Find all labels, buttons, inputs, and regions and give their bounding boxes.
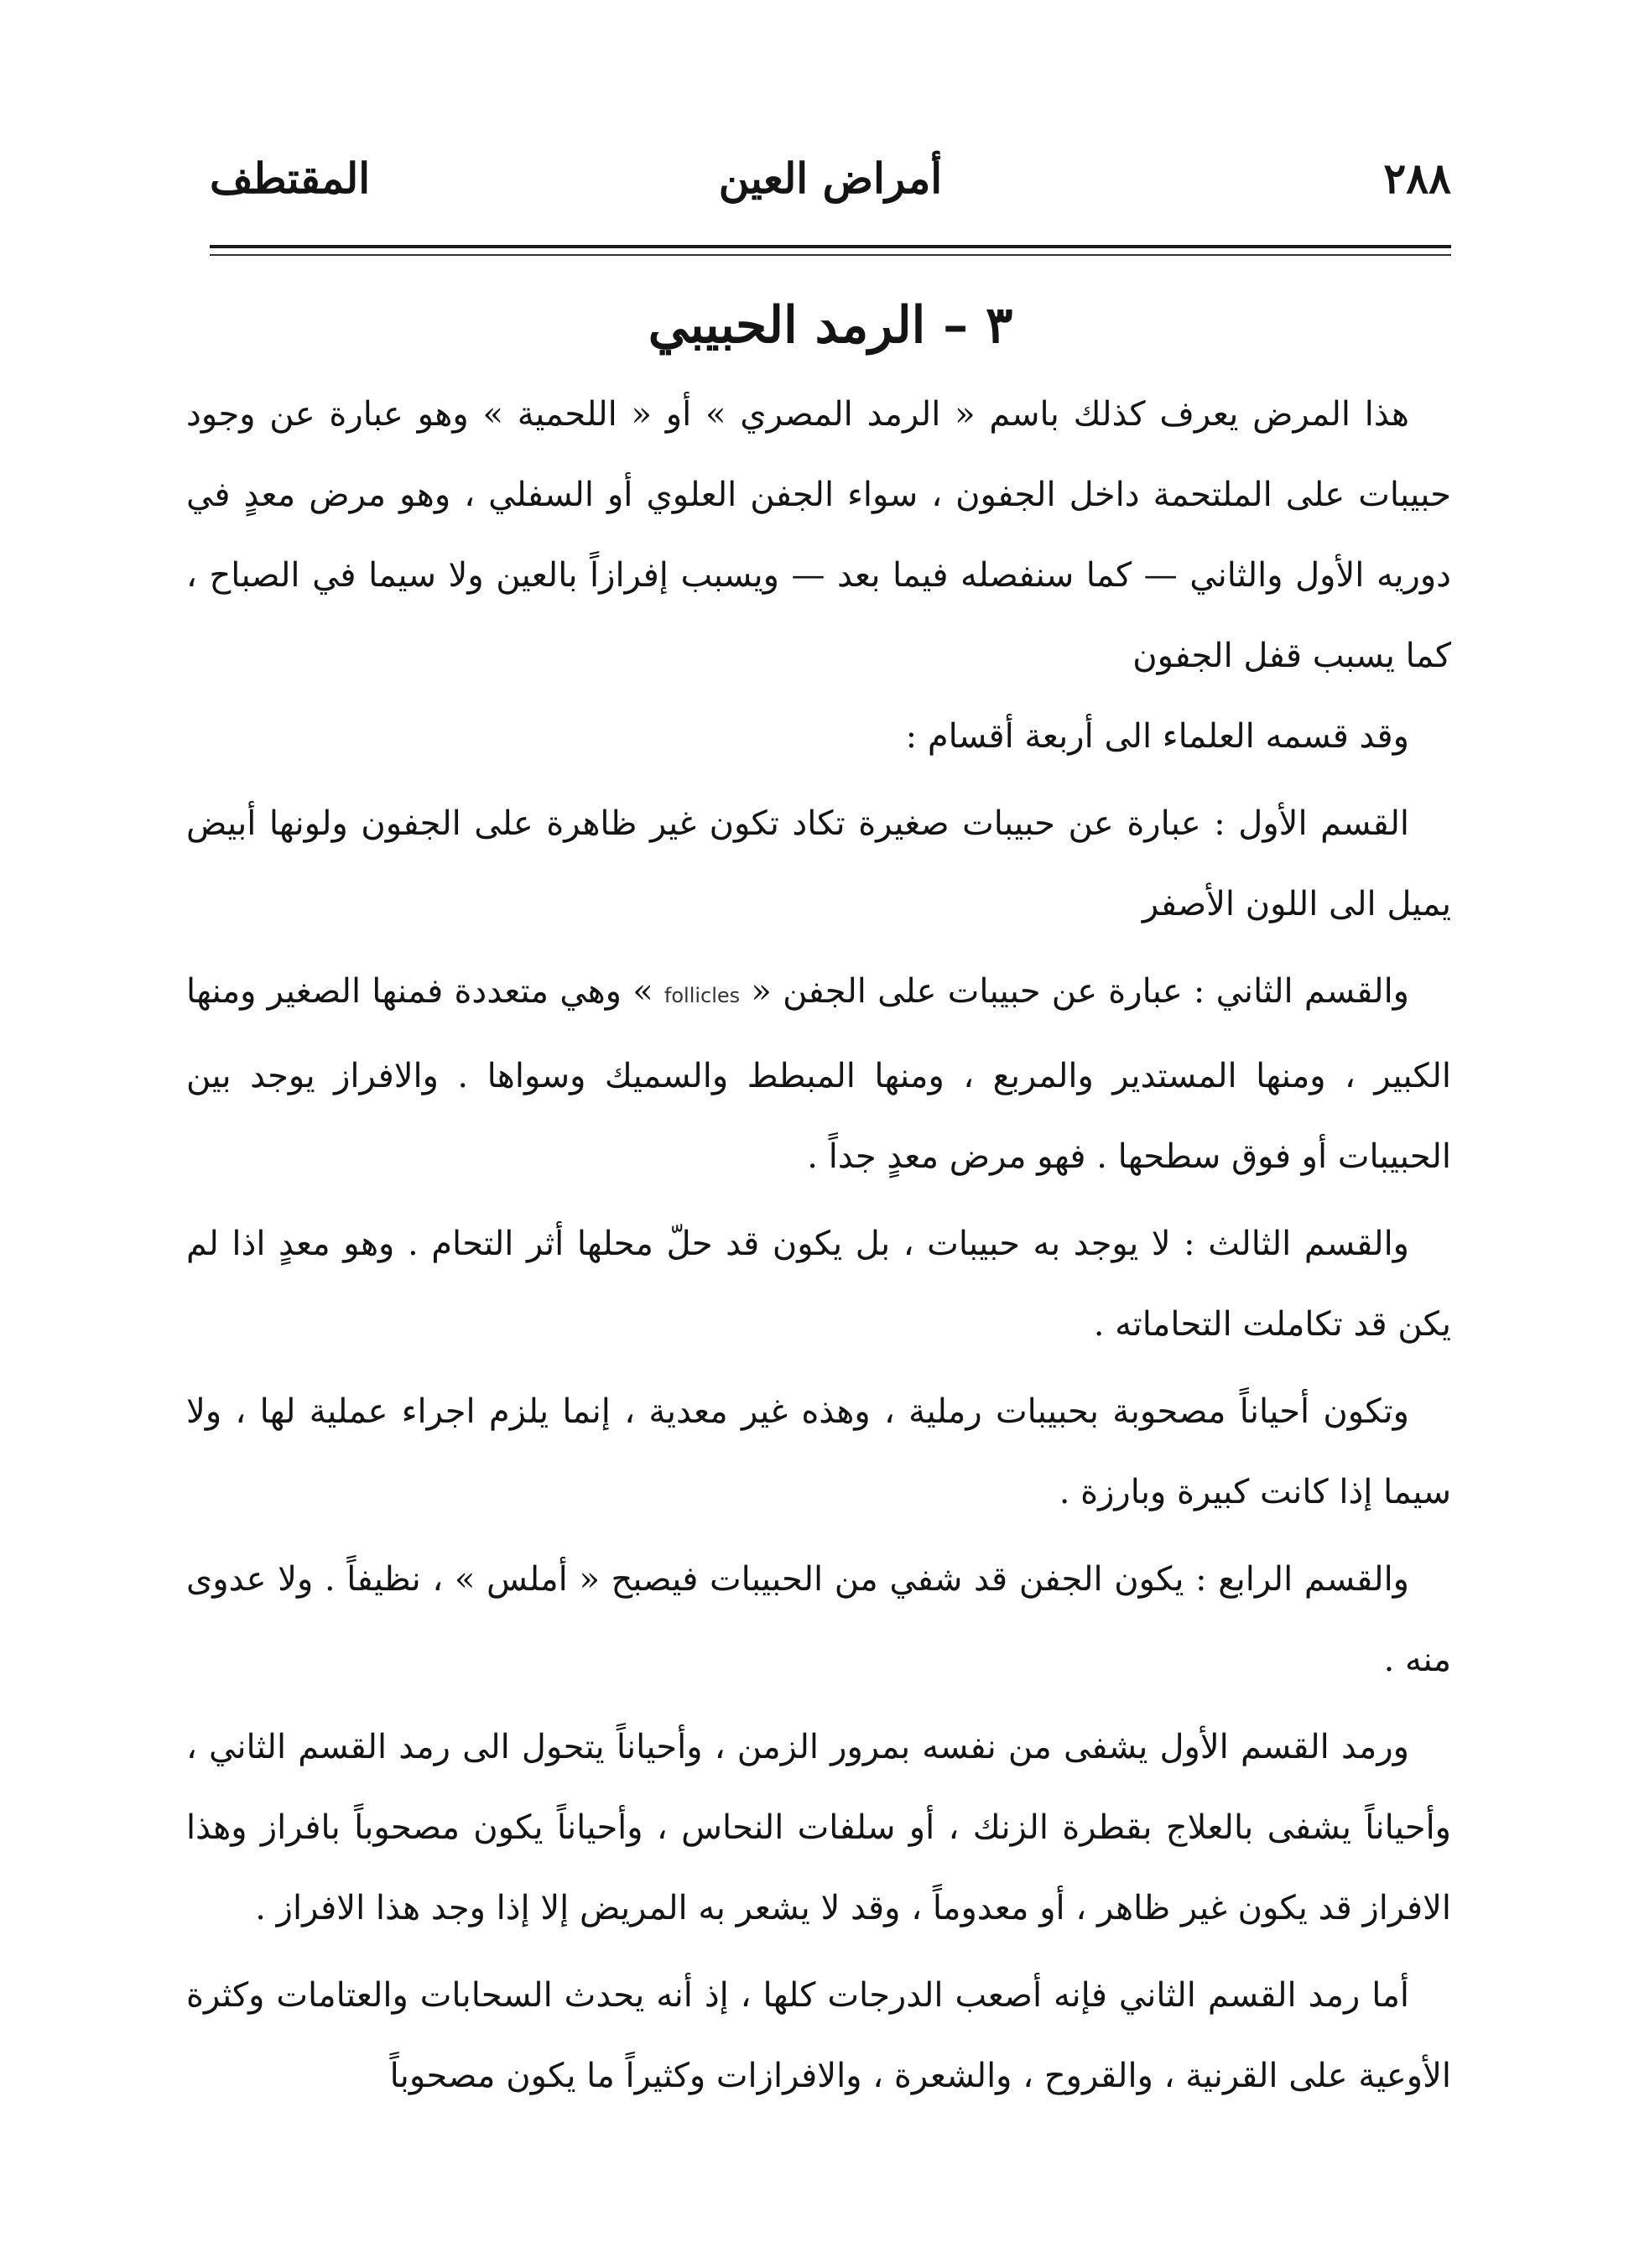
paragraph-sandy-granules: وتكون أحياناً مصحوبة بحبيبات رملية ، وهذه غير معدية ، إنما يلزم اجراء عملية لها ، ولا سيما إذا كانت كبيرة وبارزة . bbox=[186, 1392, 1451, 1511]
paragraph-fourth-category: والقسم الرابع : يكون الجفن قد شفي من الحبيبات فيصبح « أملس » ، نظيفاً . ولا عدوى منه . bbox=[186, 1560, 1451, 1679]
paragraph-second-category-severity: أما رمد القسم الثاني فإنه أصعب الدرجات كلها ، إذ أنه يحدث السحابات والعتامات وكثرة الأوعية على القرنية ، والقروح ، والشعرة ، والافرازات وكثيراً ما يكون مصحوباً bbox=[186, 1976, 1451, 2095]
second-category-rest: » وهي متعددة فمنها الصغير ومنها الكبير ، ومنها المستدير والمربع ، ومنها المبطط والسميك وسواها . والافراز يوجد بين الحبيبات أو فوق سطحها . فهو مرض معدٍ جداً . bbox=[186, 972, 1451, 1176]
foreign-term-follicles: follicles bbox=[663, 984, 741, 1007]
running-title: أمراض العين bbox=[718, 153, 943, 203]
paragraph-second-category bbox=[186, 951, 1451, 1197]
journal-name: المقتطف bbox=[210, 153, 371, 203]
page-number: ٢٨٨ bbox=[1383, 153, 1451, 203]
paragraph-first-category: القسم الأول : عبارة عن حبيبات صغيرة تكاد تكون غير ظاهرة على الجفون ولونها أبيض يميل الى اللون الأصفر bbox=[186, 804, 1451, 923]
header-rule-thick bbox=[210, 245, 1451, 248]
second-category-lead: والقسم الثاني : عبارة عن حبيبات على الجفن « bbox=[751, 972, 1409, 1011]
header-rule-thin bbox=[210, 254, 1451, 256]
paragraph-first-category-treatment: ورمد القسم الأول يشفى من نفسه بمرور الزمن ، وأحياناً يتحول الى رمد القسم الثاني ، وأحياناً يشفى بالعلاج بقطرة الزنك ، أو سلفات النحاس ، وأحياناً يكون مصحوباً بافراز وهذا الافراز قد يكون غير ظاهر ، أو معدوماً ، وقد لا يشعر به المريض إلا إذا وجد هذا الافراز . bbox=[186, 1728, 1451, 1927]
section-title: ٣ – الرمد الحبيبي bbox=[648, 296, 1013, 355]
running-head bbox=[210, 141, 1451, 216]
paragraph-division: وقد قسمه العلماء الى أربعة أقسام : bbox=[905, 717, 1409, 756]
paragraph-third-category: والقسم الثالث : لا يوجد به حبيبات ، بل يكون قد حلّ محلها أثر التحام . وهو معدٍ اذا لم يكن قد تكاملت التحاماته . bbox=[186, 1225, 1451, 1344]
body-text bbox=[186, 374, 1451, 2245]
paragraph-intro: هذا المرض يعرف كذلك باسم « الرمد المصري » أو « اللحمية » وهو عبارة عن وجود حبيبات على الملتحمة داخل الجفون ، سواء الجفن العلوي أو السفلي ، وهو مرض معدٍ في دوريه الأول والثاني — كما سنفصله فيما بعد — ويسبب إفرازاً بالعين ولا سيما في الصباح ، كما يسبب قفل الجفون bbox=[186, 395, 1451, 675]
